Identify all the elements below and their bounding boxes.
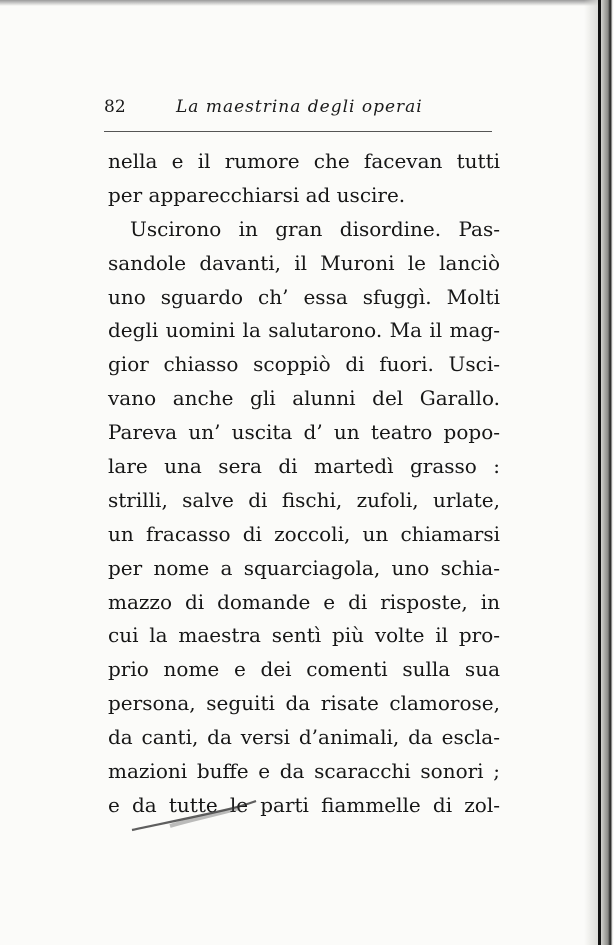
text-line: Pareva un’ uscita d’ un teatro popo- [108, 420, 500, 445]
text-line: uno sguardo ch’ essa sfuggì. Molti [108, 284, 500, 309]
text-line: nella e il rumore che facevan tutti [108, 149, 500, 173]
text-line: strilli, salve di fischi, zufoli, urlate, [108, 487, 500, 512]
text-line: vano anche gli alunni del Garallo. [108, 386, 500, 411]
text-line: lare una sera di martedì grasso : [108, 454, 500, 479]
page-number: 82 [104, 97, 126, 117]
text-line: mazzo di domande e di risposte, in [108, 589, 500, 614]
text-line: prio nome e dei comenti sulla sua [108, 657, 500, 682]
running-header [104, 94, 498, 120]
text-line: per apparecchiarsi ad uscire. [108, 182, 406, 207]
ink-smudge [130, 798, 260, 834]
text-line: e da tutte le parti fiammelle di zol- [108, 792, 500, 817]
text-line: da canti, da versi d’animali, da escla- [108, 725, 500, 750]
text-line: sandole davanti, il Muroni le lanciò [108, 250, 500, 275]
text-line: persona, seguiti da risate clamorose, [108, 691, 500, 716]
running-title: La maestrina degli operai [176, 97, 423, 117]
text-line: degli uomini la salutarono. Ma il mag- [108, 318, 500, 343]
text-line: un fracasso di zoccoli, un chiamarsi [108, 521, 500, 546]
text-line: Uscirono in gran disordine. Pas- [130, 216, 500, 241]
text-line: per nome a squarciagola, uno schia- [108, 555, 500, 580]
page-top-shadow [0, 0, 614, 6]
text-line: mazioni buffe e da scaracchi sonori ; [108, 759, 500, 784]
page-edge-line [598, 0, 601, 945]
text-line: gior chiasso scoppiò di fuori. Usci- [108, 352, 500, 377]
header-rule [104, 131, 492, 132]
body-text [108, 145, 500, 823]
text-line: cui la maestra sentì più volte il pro- [108, 623, 500, 648]
